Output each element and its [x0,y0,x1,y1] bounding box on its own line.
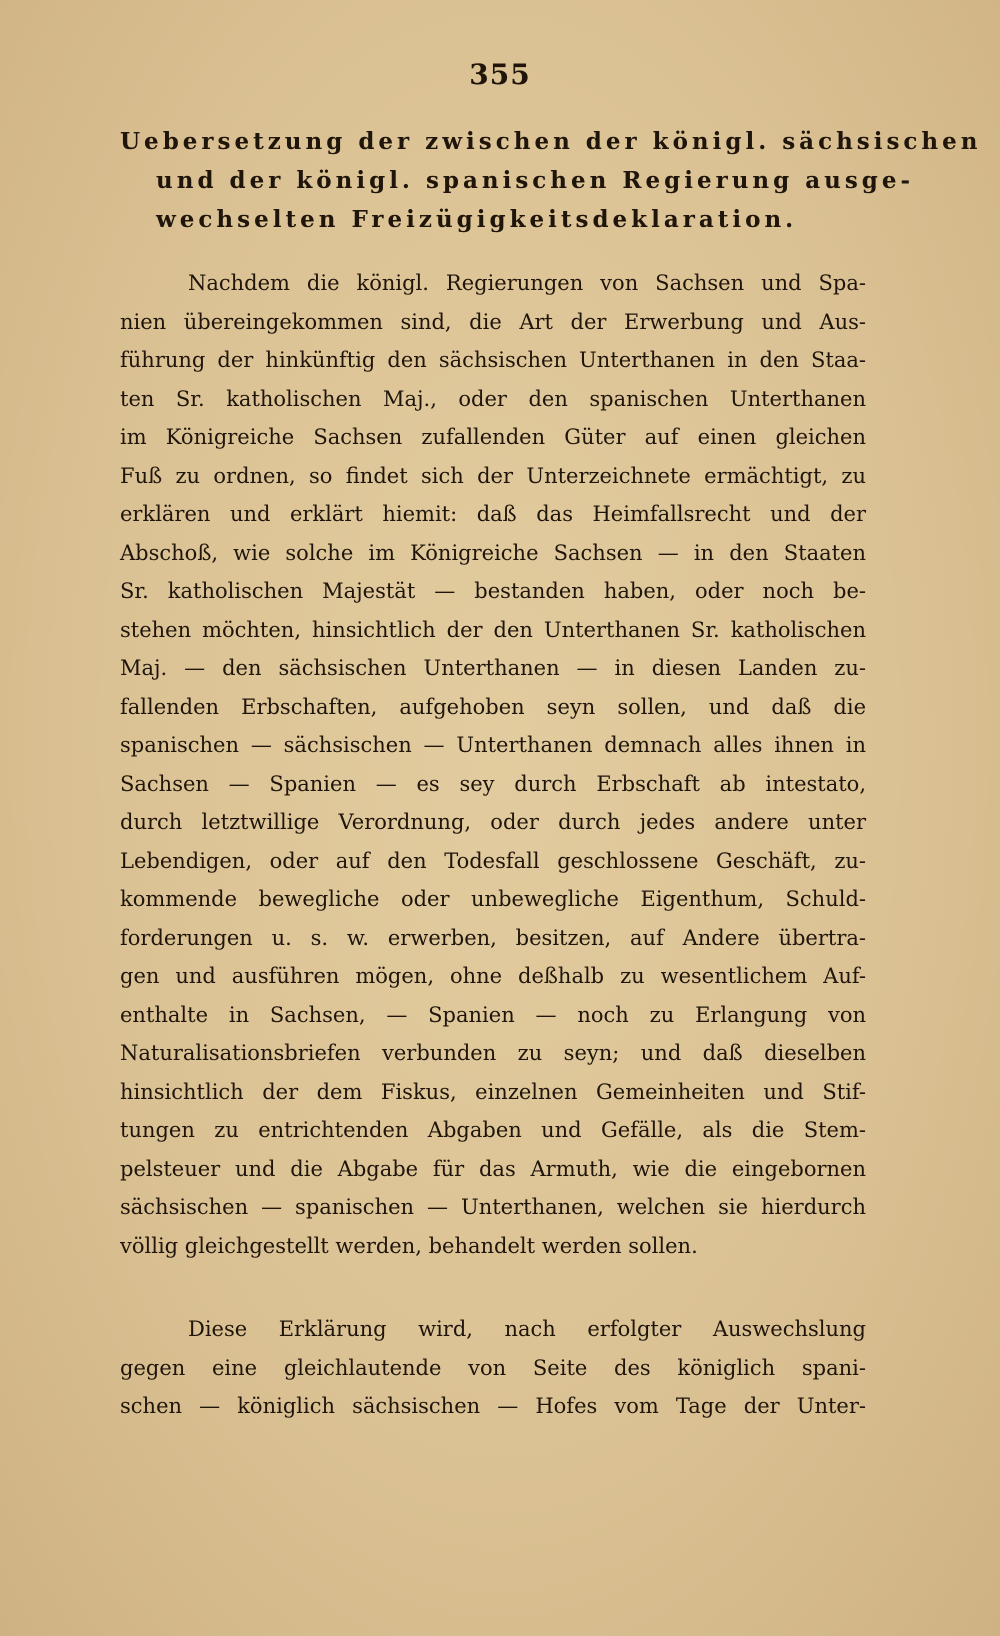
text-line: pelsteuer und die Abgabe für das Armuth, wie die eingebornen [120,1156,866,1181]
text-line: Sr. katholischen Majestät — bestanden haben, oder noch be- [120,579,866,603]
text-line: erklären und erklärt hiemit: daß das Heimfallsrecht und der [120,502,866,526]
text-line: forderungen u. s. w. erwerben, besitzen, auf Andere übertra- [120,925,866,950]
text-line: hinsichtlich der dem Fiskus, einzelnen Gemeinheiten und Stif- [120,1079,866,1104]
text-line: Maj. — den sächsischen Unterthanen — in diesen Landen zu- [120,656,866,680]
text-line: schen — königlich sächsischen — Hofes vom Tage der Unter- [120,1394,866,1418]
text-line: Fuß zu ordnen, so findet sich der Unterzeichnete ermächtigt, zu [120,463,866,488]
text-line: Lebendigen, oder auf den Todesfall geschlossene Geschäft, zu- [120,848,866,873]
page-number: 355 [469,58,531,91]
text-line: Diese Erklärung wird, nach erfolgter Auswechslung [188,1317,866,1341]
text-line: durch letztwillige Verordnung, oder durch jedes andere unter [120,810,866,834]
text-line: Nachdem die königl. Regierungen von Sachsen und Spa- [188,271,866,295]
text-line: kommende bewegliche oder unbewegliche Eigenthum, Schuld- [120,887,866,911]
text-line: sächsischen — spanischen — Unterthanen, welchen sie hierdurch [120,1195,866,1219]
text-line: spanischen — sächsischen — Unterthanen demnach alles ihnen in [120,733,866,757]
heading-line: und der königl. spanischen Regierung ausge- [156,167,915,194]
body-paragraph [120,1310,866,1426]
heading-line: wechselten Freizügigkeitsdeklaration. [156,206,798,233]
text-line: im Königreiche Sachsen zufallenden Güter auf einen gleichen [120,425,866,449]
text-line: gegen eine gleichlautende von Seite des königlich spani- [120,1355,866,1380]
text-line: enthalte in Sachsen, — Spanien — noch zu Erlangung von [120,1002,866,1027]
text-line: nien übereingekommen sind, die Art der Erwerbung und Aus- [120,309,866,334]
text-line: gen und ausführen mögen, ohne deßhalb zu wesentlichem Auf- [120,964,866,988]
text-line: Sachsen — Spanien — es sey durch Erbschaft ab intestato, [120,771,866,796]
text-line: stehen möchten, hinsichtlich der den Unterthanen Sr. katholischen [120,617,866,642]
text-line: fallenden Erbschaften, aufgehoben seyn sollen, und daß die [120,694,866,719]
text-line: ten Sr. katholischen Maj., oder den spanischen Unterthanen [120,386,866,411]
heading-line: Uebersetzung der zwischen der königl. sächsischen [120,128,982,155]
text-line: völlig gleichgestellt werden, behandelt werden sollen. [120,1233,698,1258]
text-line: Naturalisationsbriefen verbunden zu seyn; und daß dieselben [120,1041,866,1065]
text-line: tungen zu entrichtenden Abgaben und Gefälle, als die Stem- [120,1118,866,1142]
document-heading [120,122,982,239]
text-line: führung der hinkünftig den sächsischen Unterthanen in den Staa- [120,348,866,372]
body-paragraph [120,264,866,1265]
text-line: Abschoß, wie solche im Königreiche Sachsen — in den Staaten [120,540,866,565]
